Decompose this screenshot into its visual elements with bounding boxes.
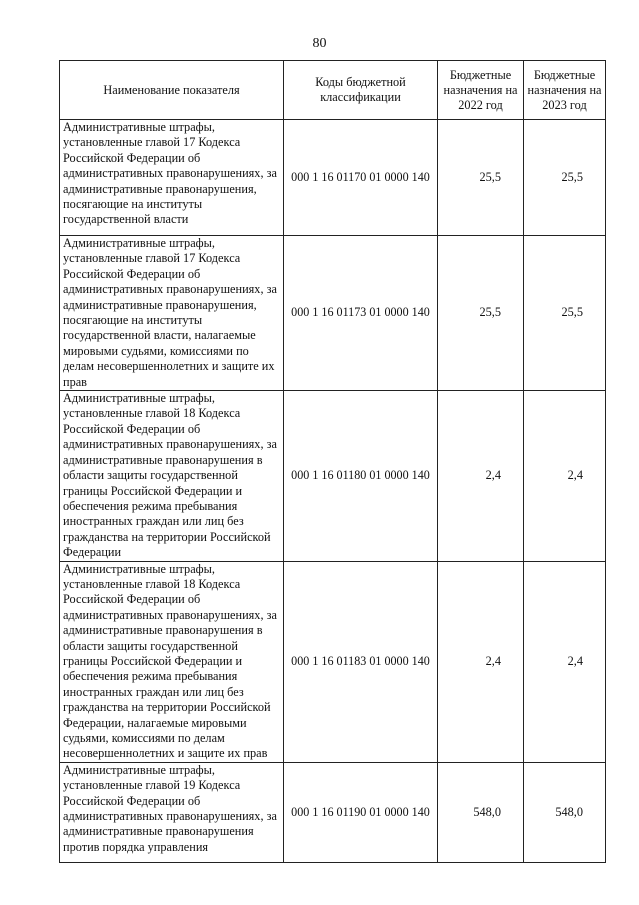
table-row [60,236,606,391]
header-indicator-name: Наименование показателя [60,61,284,120]
budget-table [59,60,606,863]
row-value-2022: 25,5 [438,120,524,236]
table-row [60,120,606,236]
row-code: 000 1 16 01183 01 0000 140 [284,561,438,762]
row-value-2023: 25,5 [524,236,606,391]
row-code: 000 1 16 01170 01 0000 140 [284,120,438,236]
row-value-2023: 2,4 [524,391,606,561]
row-value-2022: 548,0 [438,762,524,862]
row-value-2022: 2,4 [438,561,524,762]
row-name: Административные штрафы, установленные главой 17 Кодекса Российской Федерации об административных правонарушениях, за административные правонарушения, посягающие на институты государственной власти, налагаемые мировыми судьями, комиссиями по делам несовершеннолетних и защите их прав [60,236,284,391]
table-row [60,561,606,762]
row-name: Административные штрафы, установленные главой 19 Кодекса Российской Федерации об административных правонарушениях, за административные правонарушения против порядка управления [60,762,284,862]
row-code: 000 1 16 01190 01 0000 140 [284,762,438,862]
row-value-2022: 2,4 [438,391,524,561]
table-row [60,762,606,862]
row-code: 000 1 16 01173 01 0000 140 [284,236,438,391]
table-header-row [60,61,606,120]
header-budget-codes: Коды бюджетной классификации [284,61,438,120]
header-budget-2022: Бюджетные назначения на 2022 год [438,61,524,120]
row-value-2023: 2,4 [524,561,606,762]
row-name: Административные штрафы, установленные главой 18 Кодекса Российской Федерации об административных правонарушениях, за административные правонарушения в области защиты государственной границы Российской Федерации и обеспечения режима пребывания иностранных граждан или лиц без гражданства на территории Российской Федерации, налагаемые мировыми судьями, комиссиями по делам несовершеннолетних и защите их прав [60,561,284,762]
row-name: Административные штрафы, установленные главой 17 Кодекса Российской Федерации об административных правонарушениях, за административные правонарушения, посягающие на институты государственной власти [60,120,284,236]
table-row [60,391,606,561]
row-name: Административные штрафы, установленные главой 18 Кодекса Российской Федерации об административных правонарушениях, за административные правонарушения в области защиты государственной границы Российской Федерации и обеспечения режима пребывания иностранных граждан или лиц без гражданства на территории Российской Федерации [60,391,284,561]
row-code: 000 1 16 01180 01 0000 140 [284,391,438,561]
row-value-2022: 25,5 [438,236,524,391]
header-budget-2023: Бюджетные назначения на 2023 год [524,61,606,120]
row-value-2023: 25,5 [524,120,606,236]
row-value-2023: 548,0 [524,762,606,862]
page-number: 80 [312,36,327,51]
